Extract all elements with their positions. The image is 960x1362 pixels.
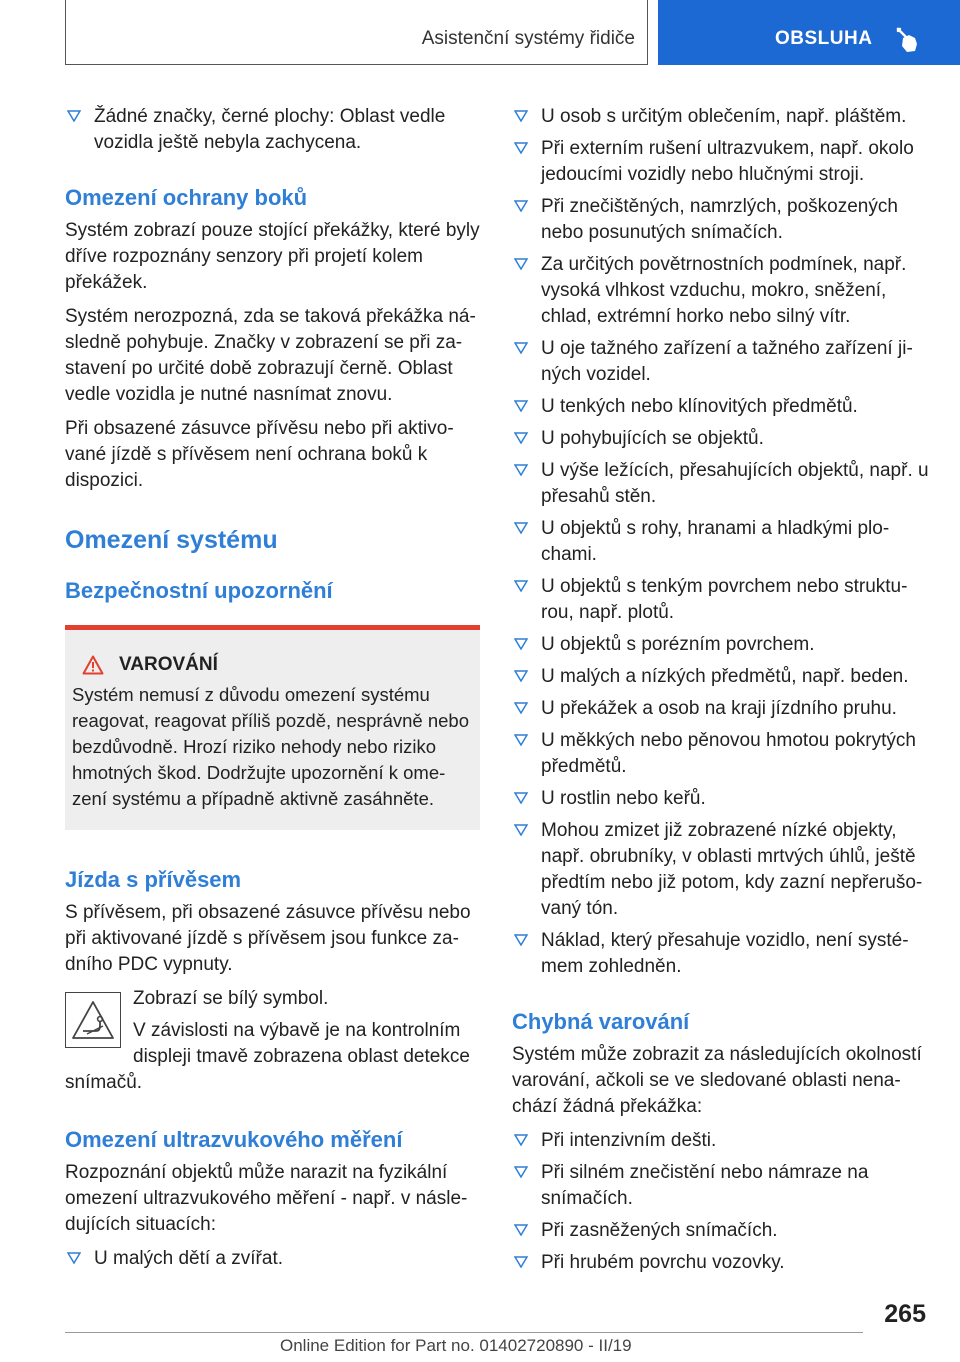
list-item bbox=[512, 728, 930, 780]
warning-triangle-icon bbox=[82, 655, 104, 675]
list-item-text: U rostlin nebo keřů. bbox=[541, 788, 706, 809]
triangle-bullet-icon bbox=[514, 702, 528, 714]
list-item bbox=[512, 104, 930, 130]
triangle-bullet-icon bbox=[514, 464, 528, 476]
list-item bbox=[512, 1128, 930, 1154]
side-protection-paragraph-1: Systém zobrazí pouze stojící překážky, které byly dříve rozpoznány senzory při projetí kolem překážek. bbox=[65, 220, 480, 293]
triangle-bullet-icon bbox=[514, 734, 528, 746]
list-item bbox=[512, 458, 930, 510]
triangle-bullet-icon bbox=[514, 792, 528, 804]
list-item bbox=[65, 1246, 480, 1272]
heading-trailer: Jízda s přívěsem bbox=[65, 867, 242, 892]
triangle-bullet-icon bbox=[514, 580, 528, 592]
warning-title-row bbox=[72, 652, 473, 678]
list-item-text: Náklad, který přesahuje vozidlo, není systémem zohledněn. bbox=[541, 930, 909, 977]
list-item bbox=[512, 516, 930, 568]
list-item bbox=[512, 252, 930, 330]
triangle-bullet-icon bbox=[514, 110, 528, 122]
list-item-text: Při znečištěných, namrzlých, poškozených nebo posunutých snímačích. bbox=[541, 196, 898, 243]
left-column bbox=[65, 104, 480, 1278]
triangle-bullet-icon bbox=[67, 1252, 81, 1264]
triangle-bullet-icon bbox=[514, 142, 528, 154]
ultrasonic-paragraph-1: Rozpoznání objektů může narazit na fyzikální omezení ultrazvukového měření - např. v následujících situacích: bbox=[65, 1162, 468, 1235]
list-item-text: Při externím rušení ultrazvukem, např. okolo jedoucími vozidly nebo hlučnými stroji. bbox=[541, 138, 914, 185]
list-item-text: U tenkých nebo klínovitých předmětů. bbox=[541, 396, 858, 417]
header-section-box bbox=[65, 0, 648, 65]
list-item-text: Při hrubém povrchu vozovky. bbox=[541, 1252, 785, 1273]
list-item bbox=[512, 1160, 930, 1212]
page-number: 265 bbox=[884, 1300, 926, 1328]
list-item-text: U objektů s tenkým povrchem nebo strukturou, např. plotů. bbox=[541, 576, 908, 623]
list-item-text: Za určitých povětrnostních podmínek, např. vysoká vlhkost vzduchu, mokro, sněžení, chlad, extrémní horko nebo silný vítr. bbox=[541, 254, 907, 327]
list-item-text: Při intenzivním dešti. bbox=[541, 1130, 717, 1151]
ultrasonic-situations-list bbox=[65, 1246, 480, 1272]
triangle-bullet-icon bbox=[514, 1256, 528, 1268]
list-item-text: U objektů s porézním povrchem. bbox=[541, 634, 815, 655]
list-item bbox=[512, 426, 930, 452]
list-item-text: U pohybujících se objektů. bbox=[541, 428, 764, 449]
list-item-text: U měkkých nebo pěnovou hmotou pokrytých předmětů. bbox=[541, 730, 916, 777]
triangle-bullet-icon bbox=[514, 400, 528, 412]
triangle-bullet-icon bbox=[514, 1166, 528, 1178]
list-item bbox=[512, 1250, 930, 1276]
trailer-paragraph-3: V závislosti na výbavě je na kontrolním displeji tmavě zobrazena oblast detekce snímačů. bbox=[65, 1020, 470, 1093]
warning-box bbox=[65, 625, 480, 830]
list-item bbox=[512, 336, 930, 388]
triangle-bullet-icon bbox=[514, 258, 528, 270]
list-item-text: U osob s určitým oblečením, např. pláštěm. bbox=[541, 106, 907, 127]
list-item-text: U objektů s rohy, hranami a hladkými plochami. bbox=[541, 518, 890, 565]
footer-edition-text: Online Edition for Part no. 01402720890 - II/19 bbox=[280, 1336, 632, 1355]
heading-side-protection: Omezení ochrany boků bbox=[65, 185, 308, 210]
triangle-bullet-icon bbox=[514, 638, 528, 650]
list-item bbox=[512, 818, 930, 922]
list-item bbox=[65, 104, 480, 156]
list-item-text: U překážek a osob na kraji jízdního pruhu. bbox=[541, 698, 897, 719]
warning-title: VAROVÁNÍ bbox=[119, 654, 218, 675]
triangle-bullet-icon bbox=[514, 824, 528, 836]
side-protection-paragraph-2: Systém nerozpozná, zda se taková překážka následně pohybuje. Značky v zobrazení se při zastavení po určité době zobrazují černě. Oblast vedle vozidla je nutné nasnímat znovu. bbox=[65, 306, 476, 405]
triangle-bullet-icon bbox=[514, 670, 528, 682]
list-item bbox=[512, 194, 930, 246]
list-item bbox=[512, 1218, 930, 1244]
trailer-symbol-block bbox=[65, 986, 480, 1096]
list-item bbox=[512, 786, 930, 812]
heading-ultrasonic: Omezení ultrazvukového měření bbox=[65, 1127, 403, 1152]
list-item bbox=[512, 664, 930, 690]
list-item bbox=[512, 632, 930, 658]
trailer-paragraph-1: S přívěsem, při obsazené zásuvce přívěsu nebo při aktivované jízdě s přívěsem jsou funkce zadního PDC vypnuty. bbox=[65, 902, 471, 975]
header-section-title: Asistenční systémy řidiče bbox=[421, 28, 635, 49]
triangle-bullet-icon bbox=[514, 200, 528, 212]
triangle-bullet-icon bbox=[514, 432, 528, 444]
list-item-text: Žádné značky, černé plochy: Oblast vedle vozidla ještě nebyla zachycena. bbox=[94, 106, 446, 153]
triangle-bullet-icon bbox=[514, 1134, 528, 1146]
side-protection-paragraph-3: Při obsazené zásuvce přívěsu nebo při aktivované jízdě s přívěsem není ochrana boků k dispozici. bbox=[65, 418, 454, 491]
heading-system-limits: Omezení systému bbox=[65, 526, 278, 554]
triangle-bullet-icon bbox=[514, 342, 528, 354]
list-item bbox=[512, 574, 930, 626]
heading-safety-notes: Bezpečnostní upozornění bbox=[65, 578, 333, 603]
list-item bbox=[512, 696, 930, 722]
header-tab-obsluha[interactable] bbox=[658, 0, 960, 65]
list-item-text: Při silném znečistění nebo námraze na snímačích. bbox=[541, 1162, 869, 1209]
footer-divider bbox=[65, 1332, 863, 1333]
sensor-status-list bbox=[65, 104, 480, 156]
list-item-text: U malých dětí a zvířat. bbox=[94, 1248, 284, 1269]
pointing-hand-icon bbox=[895, 26, 921, 54]
list-item-text: U oje tažného zařízení a tažného zařízení jiných vozidel. bbox=[541, 338, 913, 385]
trailer-paragraph-2: Zobrazí se bílý symbol. bbox=[133, 988, 329, 1009]
triangle-bullet-icon bbox=[514, 522, 528, 534]
right-column bbox=[512, 104, 930, 1282]
list-item-text: Při zasněžených snímačích. bbox=[541, 1220, 778, 1241]
list-item bbox=[512, 394, 930, 420]
list-item-text: U výše ležících, přesahujících objektů, např. u přesahů stěn. bbox=[541, 460, 929, 507]
list-item bbox=[512, 136, 930, 188]
false-warnings-list bbox=[512, 1128, 930, 1276]
triangle-bullet-icon bbox=[67, 110, 81, 122]
list-item-text: U malých a nízkých předmětů, např. beden. bbox=[541, 666, 909, 687]
trailer-pdc-symbol-icon bbox=[65, 992, 121, 1048]
false-warnings-paragraph: Systém může zobrazit za následujících okolností varování, ačkoli se ve sledované oblasti nenachází žádná překážka: bbox=[512, 1044, 922, 1117]
header-tab-label: OBSLUHA bbox=[775, 28, 873, 49]
list-item bbox=[512, 928, 930, 980]
triangle-bullet-icon bbox=[514, 934, 528, 946]
limitation-situations-list bbox=[512, 104, 930, 980]
list-item-text: Mohou zmizet již zobrazené nízké objekty, např. obrubníky, v oblasti mrtvých úhlů, ještě předtím nebo již potom, kdy zazní nepřerušovaný tón. bbox=[541, 820, 923, 919]
triangle-bullet-icon bbox=[514, 1224, 528, 1236]
warning-text: Systém nemusí z důvodu omezení systému reagovat, reagovat příliš pozdě, nesprávně nebo bezdůvodně. Hrozí riziko nehody nebo riziko hmotných škod. Dodržujte upozornění k omezení systému a případně aktivně zasáhněte. bbox=[72, 684, 469, 809]
heading-false-warnings: Chybná varování bbox=[512, 1009, 690, 1034]
